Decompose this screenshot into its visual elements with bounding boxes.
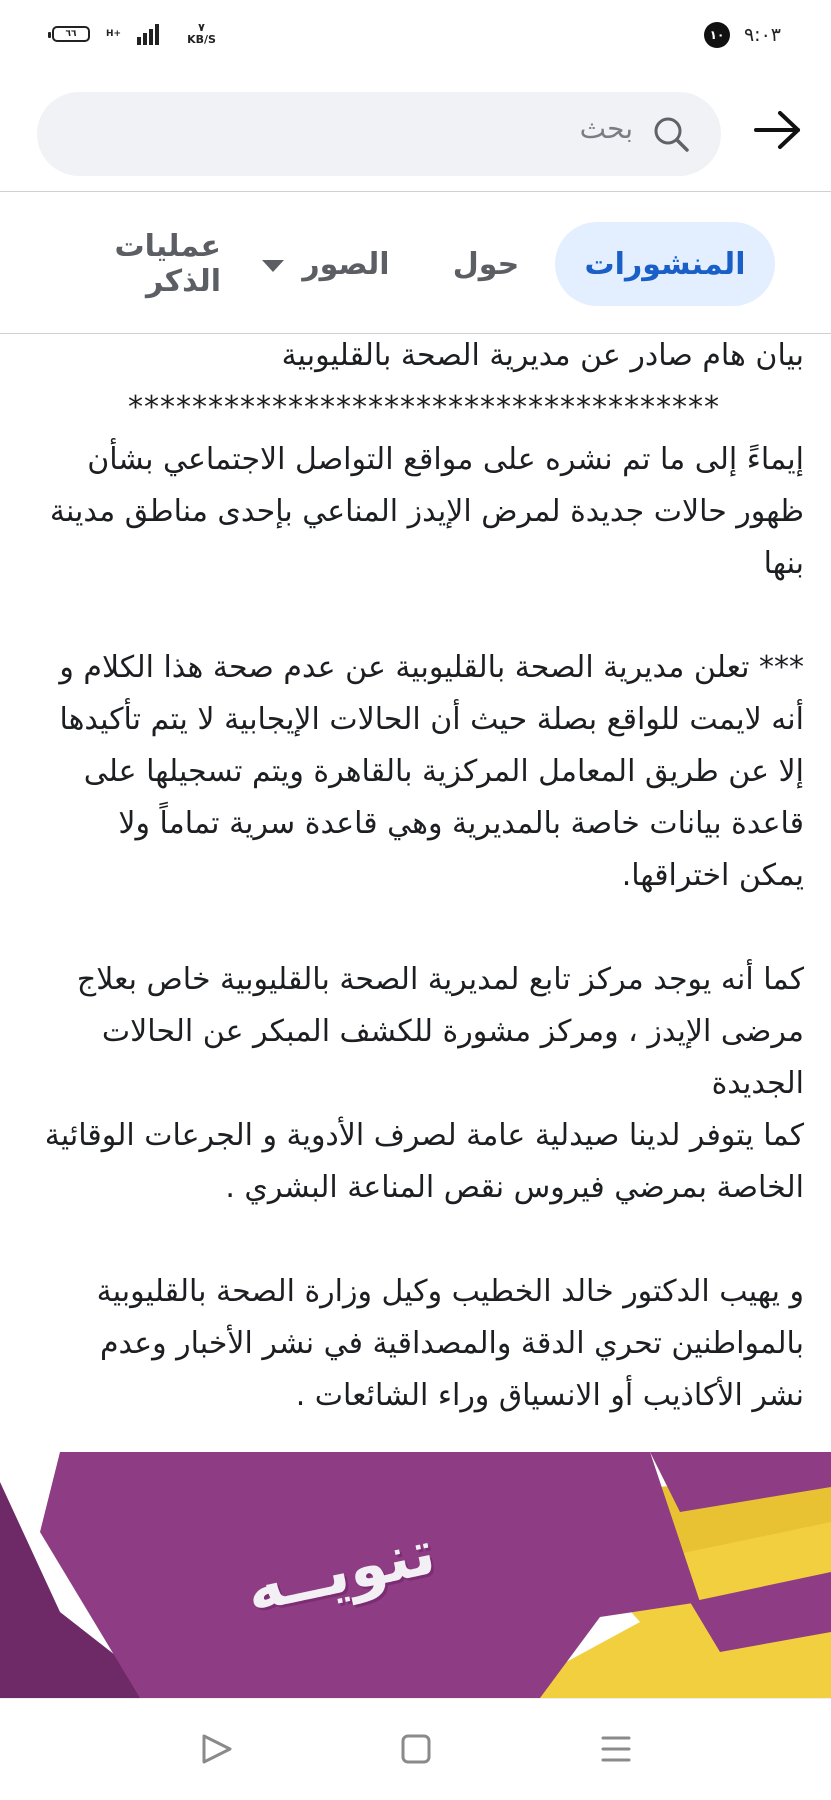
square-home-icon[interactable]	[396, 1729, 436, 1769]
tab-posts[interactable]	[555, 222, 775, 306]
network-type	[106, 30, 121, 39]
notification-badge: ١٠	[704, 22, 730, 48]
profile-tabs	[0, 192, 831, 334]
speed-unit: KB/S	[187, 33, 216, 46]
battery-icon	[52, 26, 90, 42]
tab-label: عمليات الذكر	[114, 229, 221, 299]
post-title: بيان هام صادر عن مديرية الصحة بالقليوبية	[281, 338, 804, 373]
post-text	[44, 330, 804, 1422]
network-type-label: H+	[106, 28, 122, 39]
search-icon	[651, 114, 691, 154]
banner-text: تنويــه	[239, 1514, 442, 1627]
paragraph-gap	[44, 1214, 804, 1266]
post-paragraph: إيماءً إلى ما تم نشره على مواقع التواصل الاجتماعي بشأن ظهور حالات جديدة لمرض الإيدز المناعي بإحدى مناطق مدينة بنها	[49, 442, 804, 581]
post-paragraph: و يهيب الدكتور خالد الخطيب وكيل وزارة الصحة بالقليوبية بالمواطنين تحري الدقة والمصداقية في نشر الأخبار وعدم نشر الأكاذيب أو الانسياق وراء الشائعات .	[96, 1274, 804, 1413]
tab-label: حول	[452, 246, 520, 282]
paragraph-gap	[44, 590, 804, 642]
triangle-back-icon[interactable]	[196, 1729, 236, 1769]
post-paragraph: كما أنه يوجد مركز تابع لمديرية الصحة بالقليوبية خاص بعلاج مرضى الإيدز ، ومركز مشورة للكشف المبكر عن الحالات الجديدة	[76, 962, 804, 1101]
search-placeholder: بحث	[579, 112, 633, 145]
status-bar	[0, 0, 831, 72]
clock: ٩:٠٣	[743, 24, 781, 46]
tab-label: الصور	[302, 246, 390, 282]
post-paragraph: *** تعلن مديرية الصحة بالقليوبية عن عدم صحة هذا الكلام و أنه لايمت للواقع بصلة حيث أن الحالات الإيجابية لا يتم تأكيدها إلا عن طريق المعامل المركزية بالقاهرة ويتم تسجيلها على قاعدة بيانات خاصة بالمديرية وهي قاعدة سرية تماماً ولا يمكن اختراقها.	[59, 650, 804, 893]
menu-recent-icon[interactable]	[596, 1729, 636, 1769]
search-input[interactable]	[37, 92, 721, 176]
status-right	[704, 22, 781, 48]
status-left	[52, 22, 216, 46]
network-speed	[187, 22, 216, 46]
system-nav-bar	[0, 1698, 831, 1800]
battery-level: ٦٦	[65, 29, 77, 39]
tab-photos[interactable]	[231, 222, 421, 306]
post-paragraph: كما يتوفر لدينا صيدلية عامة لصرف الأدوية و الجرعات الوقائية الخاصة بمرضي فيروس نقص المناعة البشري .	[44, 1118, 804, 1205]
tab-label: المنشورات	[584, 246, 746, 282]
post-separator: *************************************	[128, 390, 720, 425]
search-header	[0, 72, 831, 192]
post-image[interactable]	[0, 1452, 831, 1698]
signal-icon	[137, 23, 159, 45]
caret-down-icon	[262, 260, 284, 272]
paragraph-gap	[44, 902, 804, 954]
speed-value: ٧	[198, 21, 205, 34]
tab-about[interactable]	[431, 222, 541, 306]
arrow-right-icon[interactable]	[753, 108, 803, 152]
tab-mentions[interactable]	[41, 222, 221, 306]
